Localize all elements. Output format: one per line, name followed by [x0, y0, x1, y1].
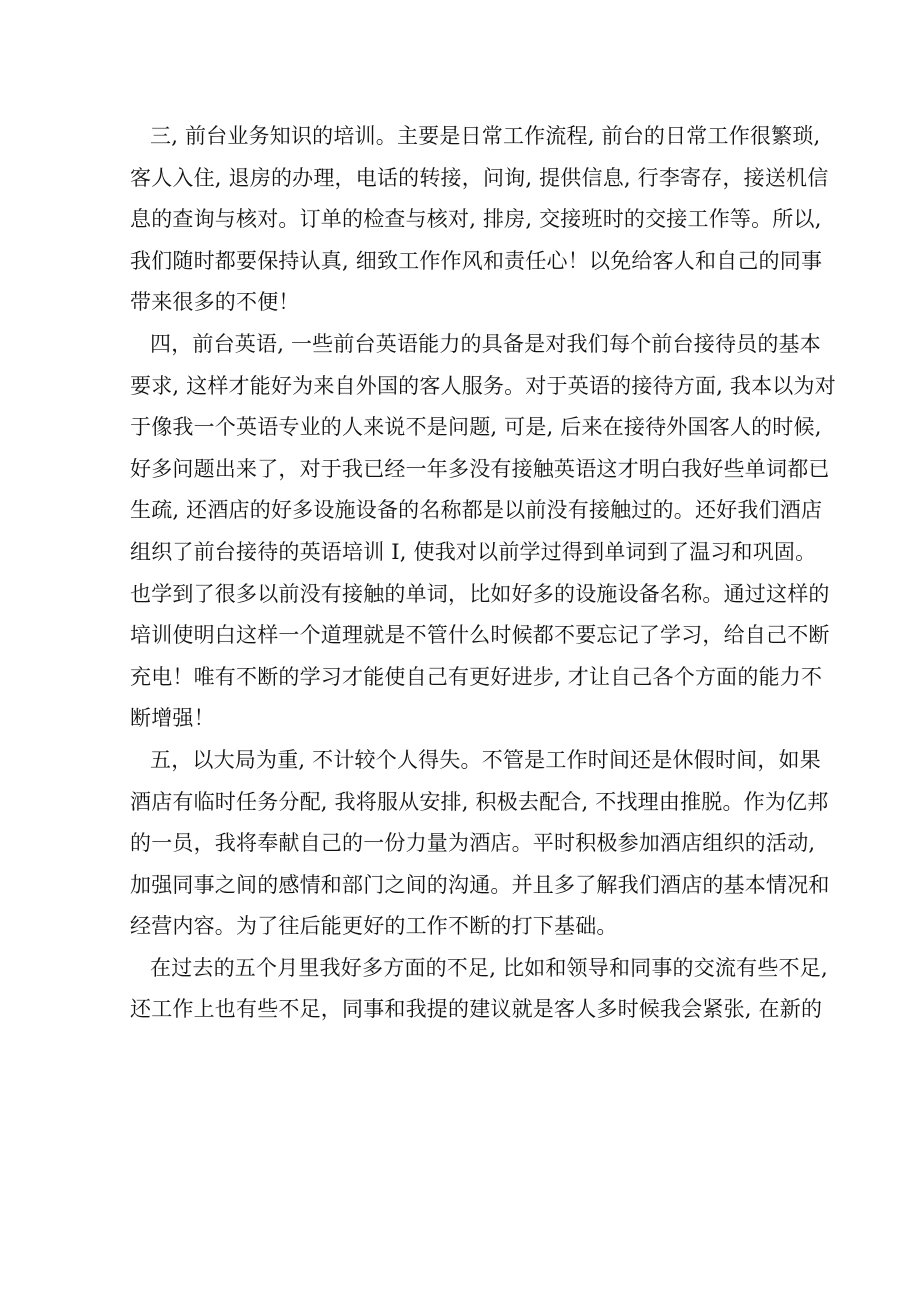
text-line: 于像我一个英语专业的人来说不是问题, 可是, 后来在接待外国客人的时候, [130, 415, 822, 440]
text-line: 要求, 这样才能好为来自外国的客人服务。对于英语的接待方面, 我本以为对 [130, 373, 836, 398]
document-body [130, 116, 836, 1031]
text-line: 五，以大局为重, 不计较个人得失。不管是工作时间还是休假时间，如果 [150, 747, 821, 772]
text-line: 还工作上也有些不足，同事和我提的建议就是客人多时候我会紧张, 在新的 [130, 997, 823, 1022]
text-line: 培训使明白这样一个道理就是不管什么时候都不要忘记了学习，给自己不断 [130, 623, 830, 648]
text-line: 在过去的五个月里我好多方面的不足, 比如和领导和同事的交流有些不足, [150, 955, 828, 980]
text-line: 组织了前台接待的英语培训 I, 使我对以前学过得到单词到了温习和巩固。 [130, 539, 817, 564]
text-line: 充电！唯有不断的学习才能使自己有更好进步, 才让自己各个方面的能力不 [130, 664, 823, 689]
text-line: 经营内容。为了往后能更好的工作不断的打下基础。 [130, 914, 618, 939]
text-line: 生疏, 还酒店的好多设施设备的名称都是以前没有接触过的。还好我们酒店 [130, 498, 823, 523]
text-line: 加强同事之间的感情和部门之间的沟通。并且多了解我们酒店的基本情况和 [130, 872, 830, 897]
text-line: 酒店有临时任务分配, 我将服从安排, 积极去配合, 不找理由推脱。作为亿邦 [130, 789, 829, 814]
text-line: 的一员，我将奉献自己的一份力量为酒店。平时积极参加酒店组织的活动, [130, 831, 816, 856]
text-line: 三, 前台业务知识的培训。主要是日常工作流程, 前台的日常工作很繁琐, [150, 124, 821, 148]
text-line: 客人入住, 退房的办理，电话的转接，问询, 提供信息, 行李寄存，接送机信 [130, 165, 829, 190]
paragraph-4 [130, 324, 836, 740]
text-line: 好多问题出来了，对于我已经一年多没有接触英语这才明白我好些单词都已 [130, 456, 830, 481]
text-line: 我们随时都要保持认真, 细致工作作风和责任心！以免给客人和自己的同事 [130, 248, 823, 273]
paragraph-5 [130, 740, 830, 948]
paragraph-3 [130, 116, 829, 324]
text-line: 带来很多的不便！ [130, 290, 300, 315]
text-line: 息的查询与核对。订单的检查与核对, 排房, 交接班时的交接工作等。所以, [130, 207, 822, 232]
text-line: 也学到了很多以前没有接触的单词，比如好多的设施设备名称。通过这样的 [130, 581, 830, 606]
text-line: 四，前台英语, 一些前台英语能力的具备是对我们每个前台接待员的基本 [150, 331, 821, 356]
paragraph-6 [130, 948, 828, 1031]
text-line: 断增强！ [130, 706, 215, 731]
